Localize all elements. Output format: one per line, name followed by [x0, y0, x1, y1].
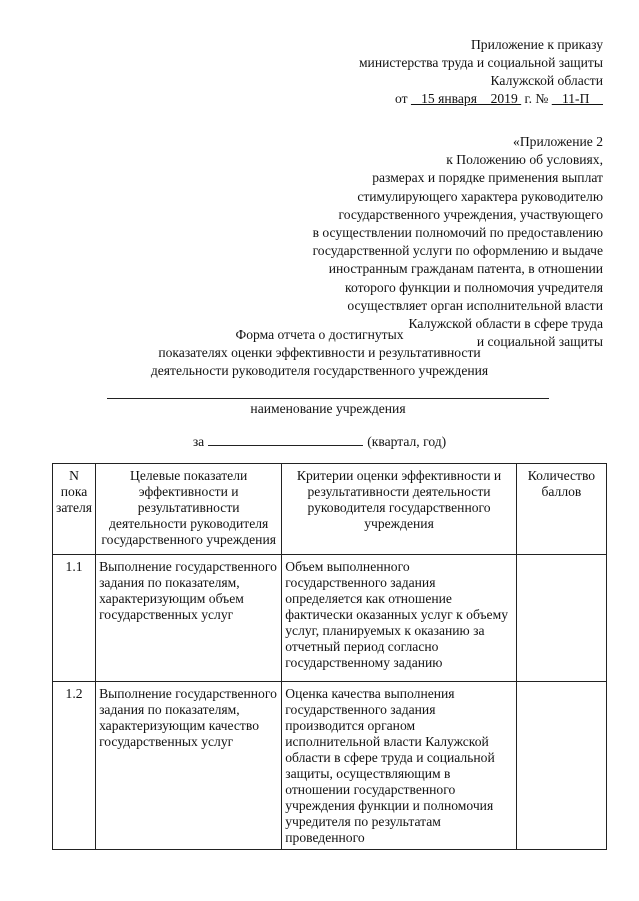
row-num: 1.1: [53, 555, 96, 682]
period-suffix: (квартал, год): [367, 434, 447, 449]
appendix-line: и социальной защиты: [476, 334, 603, 350]
row-target: Выполнение государственного задания по показателям, характеризующим качество государственных услуг: [96, 682, 282, 850]
row-criteria: Оценка качества выполнения государственного задания производится органом исполнительной власти Калужской области в сфере труда и социальной защиты, осуществляющим в отношении государственного учреждения функции и полномочия учредителя по результатам проведенного: [282, 682, 517, 850]
row-criteria: Объем выполненного государственного задания определяется как отношение фактически оказанных услуг к объему услуг, планируемых к оказанию за отчетный период согласно государственному заданию: [282, 555, 517, 682]
appendix-line: государственной услуги по оформлению и выдаче: [312, 243, 603, 259]
order-number: 11-П: [551, 91, 603, 106]
table-row: [53, 555, 607, 682]
appendix-line: в осуществлении полномочий по предоставлению: [312, 225, 603, 241]
table-header-row: [53, 464, 607, 555]
row-points: [516, 555, 606, 682]
appendix-line: стимулирующего характера руководителю: [357, 188, 603, 204]
appendix-line: иностранным гражданам патента, в отношении: [328, 261, 603, 277]
form-title-line: Форма отчета о достигнутых: [235, 327, 404, 342]
form-title-line: показателях оценки эффективности и результативности: [158, 345, 481, 360]
header-line-3: Калужской области: [490, 73, 603, 88]
form-title-line: деятельности руководителя государственного учреждения: [150, 363, 489, 378]
header-line-1: Приложение к приказу: [470, 37, 603, 52]
period-blank-field: [208, 432, 363, 446]
appendix-line: которого функции и полномочия учредителя: [345, 279, 603, 295]
date-prefix: от: [394, 91, 411, 106]
form-title: [0, 326, 639, 380]
appendix-line: Калужской области в сфере труда: [408, 316, 603, 332]
organization-name-field-line: [107, 398, 549, 399]
appendix-line: осуществляет орган исполнительной власти: [347, 297, 603, 313]
order-date-line: [359, 90, 603, 108]
row-points: [516, 682, 606, 850]
header-line-2: министерства труда и социальной защиты: [358, 55, 603, 70]
header-num: N пока зателя: [53, 464, 96, 555]
number-prefix: г. №: [521, 91, 552, 106]
row-num: 1.2: [53, 682, 96, 850]
table-row: [53, 682, 607, 850]
header-points: Количество баллов: [516, 464, 606, 555]
indicators-table: [52, 463, 607, 850]
appendix-line: государственного учреждения, участвующего: [338, 206, 603, 222]
organization-name-caption: наименование учреждения: [250, 401, 406, 416]
period-prefix: за: [192, 434, 205, 449]
header-criteria: Критерии оценки эффективности и результативности деятельности руководителя государственного учреждения: [282, 464, 517, 555]
order-date: 15 января 2019: [410, 91, 522, 106]
order-appendix-header: [359, 36, 603, 108]
appendix-line: «Приложение 2: [513, 134, 603, 149]
appendix-line: размерах и порядке применения выплат: [372, 170, 603, 186]
report-period-line: [0, 432, 639, 451]
header-targets: Целевые показатели эффективности и результативности деятельности руководителя государственного учреждения: [96, 464, 282, 555]
row-target: Выполнение государственного задания по показателям, характеризующим объем государственных услуг: [96, 555, 282, 682]
appendix-line: к Положению об условиях,: [446, 152, 603, 168]
appendix-2-header: [313, 133, 603, 351]
